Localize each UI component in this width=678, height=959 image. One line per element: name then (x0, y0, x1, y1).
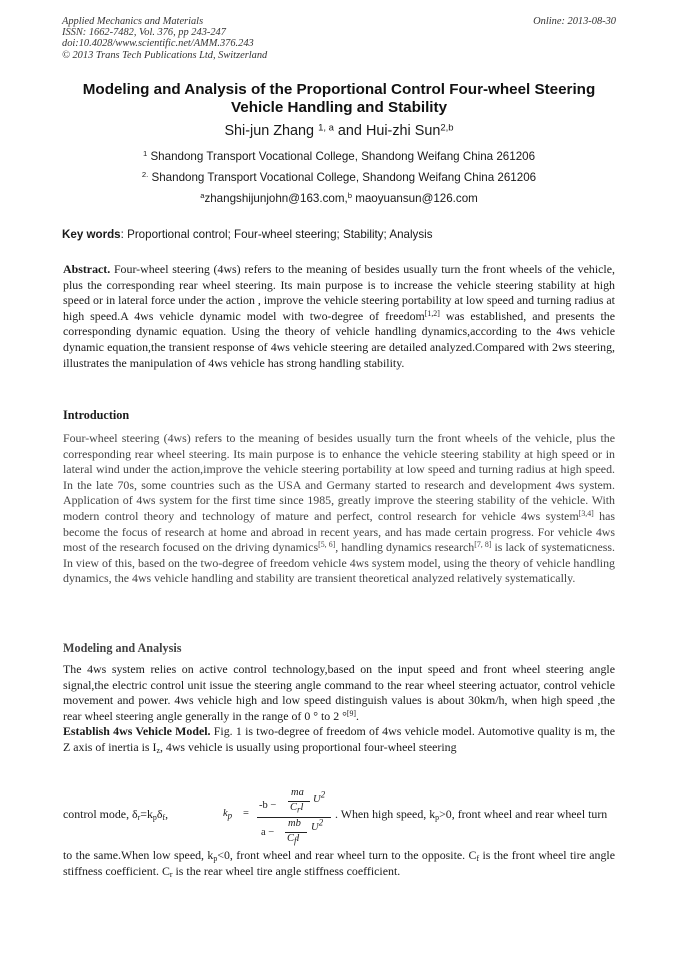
vehicle-model-label: Establish 4ws Vehicle Model. (63, 724, 211, 739)
affiliation-2-sup: 2. (141, 170, 149, 180)
tail-text-4: is the rear wheel tire angle stiffness coefficient. (172, 863, 401, 878)
modeling-text-2: Fig. 1 is two-degree of freedom of 4ws vehicle model. Automotive quality is m, the Z axis of inertia is I (63, 724, 616, 754)
email-b-sup: b (347, 191, 352, 201)
abstract-label: Abstract. (63, 262, 111, 276)
modeling-ref-1: [9] (346, 708, 357, 718)
journal-issn: ISSN: 1662-7482, Vol. 376, pp 243-247 (62, 27, 226, 39)
introduction-heading: Introduction (63, 408, 130, 422)
eq-num-l: l (300, 802, 304, 813)
journal-name: Applied Mechanics and Materials (62, 16, 204, 27)
abstract-text-1: Four-wheel steering (4ws) refers to the meaning of besides usually turn the front wheels of the vehicle, plus the corresponding rear wheel steering. Its main purpose is to increase the vehicle steering stability at high speed or in lateral force under the action , improve the vehicle steering portability at low speed and turning radius at high speed.A 4ws vehicle dynamic model with two-degree of freedom (63, 262, 615, 323)
eq-num-u (313, 789, 326, 805)
eq-den-c (287, 833, 299, 844)
journal-copyright: © 2013 Trans Tech Publications Ltd, Switzerland (62, 49, 268, 61)
modeling-heading: Modeling and Analysis (63, 641, 182, 655)
tail-text-3: is the front wheel tire angle stiffness coefficient. C (63, 848, 615, 878)
email-a-sup: a (200, 191, 205, 201)
modeling-paragraph (63, 662, 615, 756)
eq-pre-4: , (165, 807, 169, 821)
author-line (62, 123, 616, 140)
author-emails (62, 192, 616, 206)
intro-text-2: has become the focus of research at home and abroad in recent years, and has made certain progress. For vehicle 4ws most of the research focused on the driving dynamics (63, 508, 616, 555)
intro-ref-1: [3,4] (578, 509, 594, 519)
modeling-tail-paragraph (63, 848, 615, 879)
eq-den-cf: C (287, 833, 295, 844)
author-1: Shi-jun Zhang (224, 123, 315, 139)
eq-num-cr-sub: r (297, 804, 301, 815)
journal-doi: doi:10.4028/www.scientific.net/AMM.376.243 (62, 38, 254, 50)
eq-lhs (223, 808, 232, 819)
email-b[interactable]: maoyuansun@126.com (355, 192, 478, 205)
eq-num-cr: C (290, 802, 298, 813)
modeling-text-1: The 4ws system relies on active control technology,based on the input speed and front wheel steering angle signal,the electric control unit issue the steering angle command to the rear wheel steering actuator, control vehicle movement and power. 4ws vehicle high and low speed distinguish values is about 30km/h, when high speed ,the rear wheel steering angle generally in the range of 0 ° to 2 ° (63, 662, 615, 723)
abstract-ref: [1,2] (424, 308, 440, 318)
intro-text-1: Four-wheel steering (4ws) refers to the meaning of besides usually turn the front wheels of the vehicle, plus the corresponding rear wheel steering. Its main purpose is to enhance the vehicle steering stability at high speed or in lateral wind under the action,improve the vehicle steering portability at low speed and turning radius at high speed. In the late 70s, some countries such as the USA and Germany started to research and development 4ws system. Application of 4ws system for the first time since 1985, greatly improve the steering stability of the vehicle. With modern control theory and technology of mature and perfect, control research for vehicle 4ws system (63, 431, 615, 523)
affiliation-1 (62, 150, 616, 164)
intro-ref-2: [5, 6] (318, 540, 336, 550)
eq-pre-sub-3: f (162, 812, 166, 822)
affiliation-1-sup: 1 (142, 149, 148, 159)
eq-pre-1: control mode, δ (63, 807, 138, 821)
equation-pre-text (63, 807, 168, 822)
eq-post-1: . When high speed, k (335, 807, 436, 821)
intro-text-3: , handling dynamics research (335, 540, 475, 555)
eq-den-u (311, 817, 324, 833)
eq-pre-3: δ (156, 807, 163, 821)
email-a[interactable]: zhangshijunjohn@163.com, (204, 192, 348, 205)
keywords-text: : Proportional control; Four-wheel steering; Stability; Analysis (120, 228, 433, 241)
abstract-text-2: was established, and presents the corresponding dynamic equation. Using the theory of vehicle handling dynamics,according to the 4ws vehicle dynamic equation,the transient response of 4ws vehicle steering are detailed analyzed.Compared with 2ws steering, illustrates the manipulation of 4ws vehicle has strong handling stability. (63, 308, 615, 370)
eq-pre-2: =k (140, 807, 153, 821)
online-date: Online: 2013-08-30 (533, 16, 616, 27)
eq-post-sub: p (435, 812, 440, 822)
introduction-paragraph (63, 431, 615, 587)
eq-den-l: l (296, 833, 300, 844)
modeling-text-1-end: . (356, 708, 360, 723)
journal-header (62, 16, 616, 61)
author-and: and (337, 123, 362, 139)
tail-text-2: <0, front wheel and rear wheel turn to the opposite. C (217, 848, 477, 862)
abstract (63, 262, 615, 371)
eq-equals: = (243, 808, 249, 819)
intro-ref-3: [7, 8] (474, 540, 492, 550)
affiliation-2-text: Shandong Transport Vocational College, Shandong Weifang China 261206 (151, 171, 537, 184)
eq-den-mb: mb (288, 818, 301, 829)
eq-post-2: >0, front wheel and rear wheel turn (439, 807, 608, 821)
eq-lhs-sub: p (227, 810, 233, 821)
eq-den-u-sup: 2 (318, 817, 324, 828)
keywords-label: Key words (62, 228, 121, 241)
eq-num-a: -b − (259, 800, 277, 811)
equation-post-text (269, 807, 607, 822)
author-2-sup: 2,b (440, 122, 454, 134)
equation-row (63, 787, 615, 846)
eq-num-u-text: U (313, 794, 321, 805)
eq-pre-sub-1: r (137, 812, 141, 822)
modeling-text-2-end: , 4ws vehicle is usually using proportional four-wheel steering (159, 739, 457, 754)
eq-num-ma: ma (291, 787, 304, 798)
eq-den-cf-sub: f (294, 835, 297, 846)
eq-pre-sub-2: p (152, 812, 157, 822)
eq-den-a: a − (261, 827, 275, 838)
tail-sub-1: p (213, 853, 218, 863)
intro-text-4: is lack of systematicness. In view of this, based on the two-degree of freedom vehicle 4ws system model, using the theory of vehicle handling dynamics, the 4ws vehicle handling and stability are transient theoretical analyzed relatively systematically. (63, 540, 615, 586)
eq-num-u-sup: 2 (320, 789, 326, 800)
tail-sub-3: r (169, 869, 173, 879)
keywords (62, 228, 616, 242)
eq-den-u-text: U (311, 822, 319, 833)
eq-lhs-k: k (223, 808, 228, 819)
author-2: Hui-zhi Sun (365, 123, 441, 139)
affiliation-1-text: Shandong Transport Vocational College, Shandong Weifang China 261206 (150, 150, 536, 163)
tail-text-1: to the same.When low speed, k (63, 848, 214, 862)
author-1-sup: 1, a (318, 122, 334, 134)
tail-sub-2: f (476, 853, 480, 863)
affiliation-2 (62, 171, 616, 185)
inertia-sub: z (156, 745, 160, 755)
paper-title: Modeling and Analysis of the Proportional Control Four-wheel Steering Vehicle Handling and Stability (82, 81, 596, 116)
